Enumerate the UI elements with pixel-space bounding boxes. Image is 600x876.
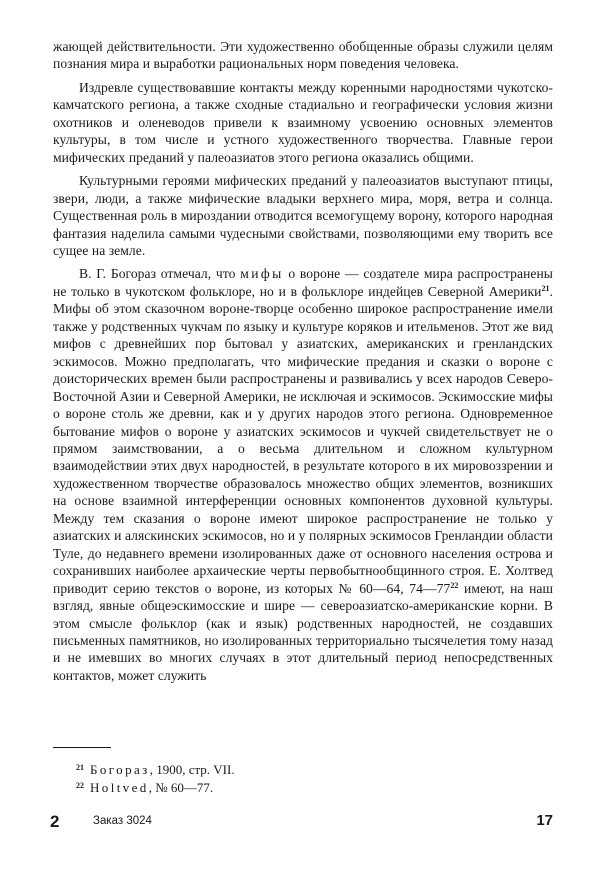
signature-number: 2 <box>50 812 60 831</box>
p4-text-4: имеют, на наш взгляд, явные общеэскимосские и шире — североазиатско-американские корни. В этом смысле фольклор (как и язык) родственных народностей, не создавших письменных памятников, но изолированных территориально тысячелетия тому назад и не имевших во многих случаях в этот длительный период непосредственных контактов, может служить <box>53 580 553 683</box>
footnote-ref-22[interactable]: 22 <box>450 580 459 590</box>
footnote-author: Богораз <box>90 762 150 777</box>
paragraph-cultural-heroes: Культурными героями мифических преданий у палеоазиатов выступают птицы, звери, люди, а также мифические владыки верхнего мира, моря, ветра и солнца. Существенная роль в мироздании отводится всемогущему ворону, которого народная фантазия наделила самыми чудесными свойствами, позволяющими ему творить все сущее на земле. <box>53 173 553 258</box>
paragraph-raven-myths <box>53 265 553 684</box>
page-number: 17 <box>536 812 553 829</box>
page-footer <box>50 812 553 834</box>
footnote-number: 21 <box>76 763 84 772</box>
paragraph-contacts: Издревле существовавшие контакты между коренными народностями чукотско-камчатского региона, а также сходные стадиально и географически условия жизни охотников и оленеводов привели к взаимному усвоению основных элементов культуры, в том числе и устного художественного творчества. Главные герои мифических преданий у палеоазиатов этого региона оказались общими. <box>53 79 553 165</box>
footnote-22 <box>76 778 516 796</box>
footnotes <box>76 760 516 796</box>
footnote-21 <box>76 760 516 778</box>
p4-text-3: . Мифы об этом сказочном вороне-творце особенно широкое распространение имели также у родственных чукчам по языку и культуре коряков и ительменов. Этот же вид мифов с древнейших пор бытовал у азиатских, американских и гренландских эскимосов. Можно предполагать, что мифические предания и сказки о вороне с доисторических времен были распространены и развивались у всех народов Северо-Восточной Азии и Северной Америки, не исключая и эскимосов. Эскимосские мифы о вороне столь же древни, как и у других народов этого региона. Одновременное бытование мифов о вороне у азиатских эскимосов и чукчей свидетельствует не о прямом заимствовании, а о весьма длительном и сложном культурном взаимодействии этих двух народностей, в результате которого в их мировоззрении и художественном творчестве образовалось множество общих элементов, возникших на основе взаимной интерференции основных компонентов духовной культуры. Между тем сказания о вороне имеют широкое распространение не только у азиатских и аляскинских эскимосов, но и у полярных эскимосов Гренландии области Туле, до недавнего времени изолированных даже от основного населения острова и сохранивших наиболее архаические черты первобытнообщинного строя. Е. Холтвед приводит серию текстов о вороне, из которых № 60—64, 74—77 <box>53 283 553 596</box>
footnote-number: 22 <box>76 781 84 790</box>
footnote-author: Holtved <box>90 780 149 795</box>
page-body <box>53 38 553 684</box>
paragraph-continuation: жающей действительности. Эти художественно обобщенные образы служили целям познания мира и выработки рациональных норм поведения человека. <box>53 39 553 72</box>
footnote-divider <box>53 747 111 748</box>
footnote-citation: , 1900, стр. VII. <box>149 762 235 777</box>
footnote-citation: , № 60—77. <box>148 780 214 795</box>
p4-text-1: В. Г. Богораз отмечал, что <box>79 266 241 282</box>
footnote-ref-21[interactable]: 21 <box>541 283 550 293</box>
p4-spaced-word: мифы <box>240 266 284 282</box>
print-order: Заказ 3024 <box>93 815 152 827</box>
p4-text-2: о вороне — создателе мира распространены не только в чукотском фольклоре, но и в фольклоре индейцев Северной Америки <box>53 266 553 299</box>
